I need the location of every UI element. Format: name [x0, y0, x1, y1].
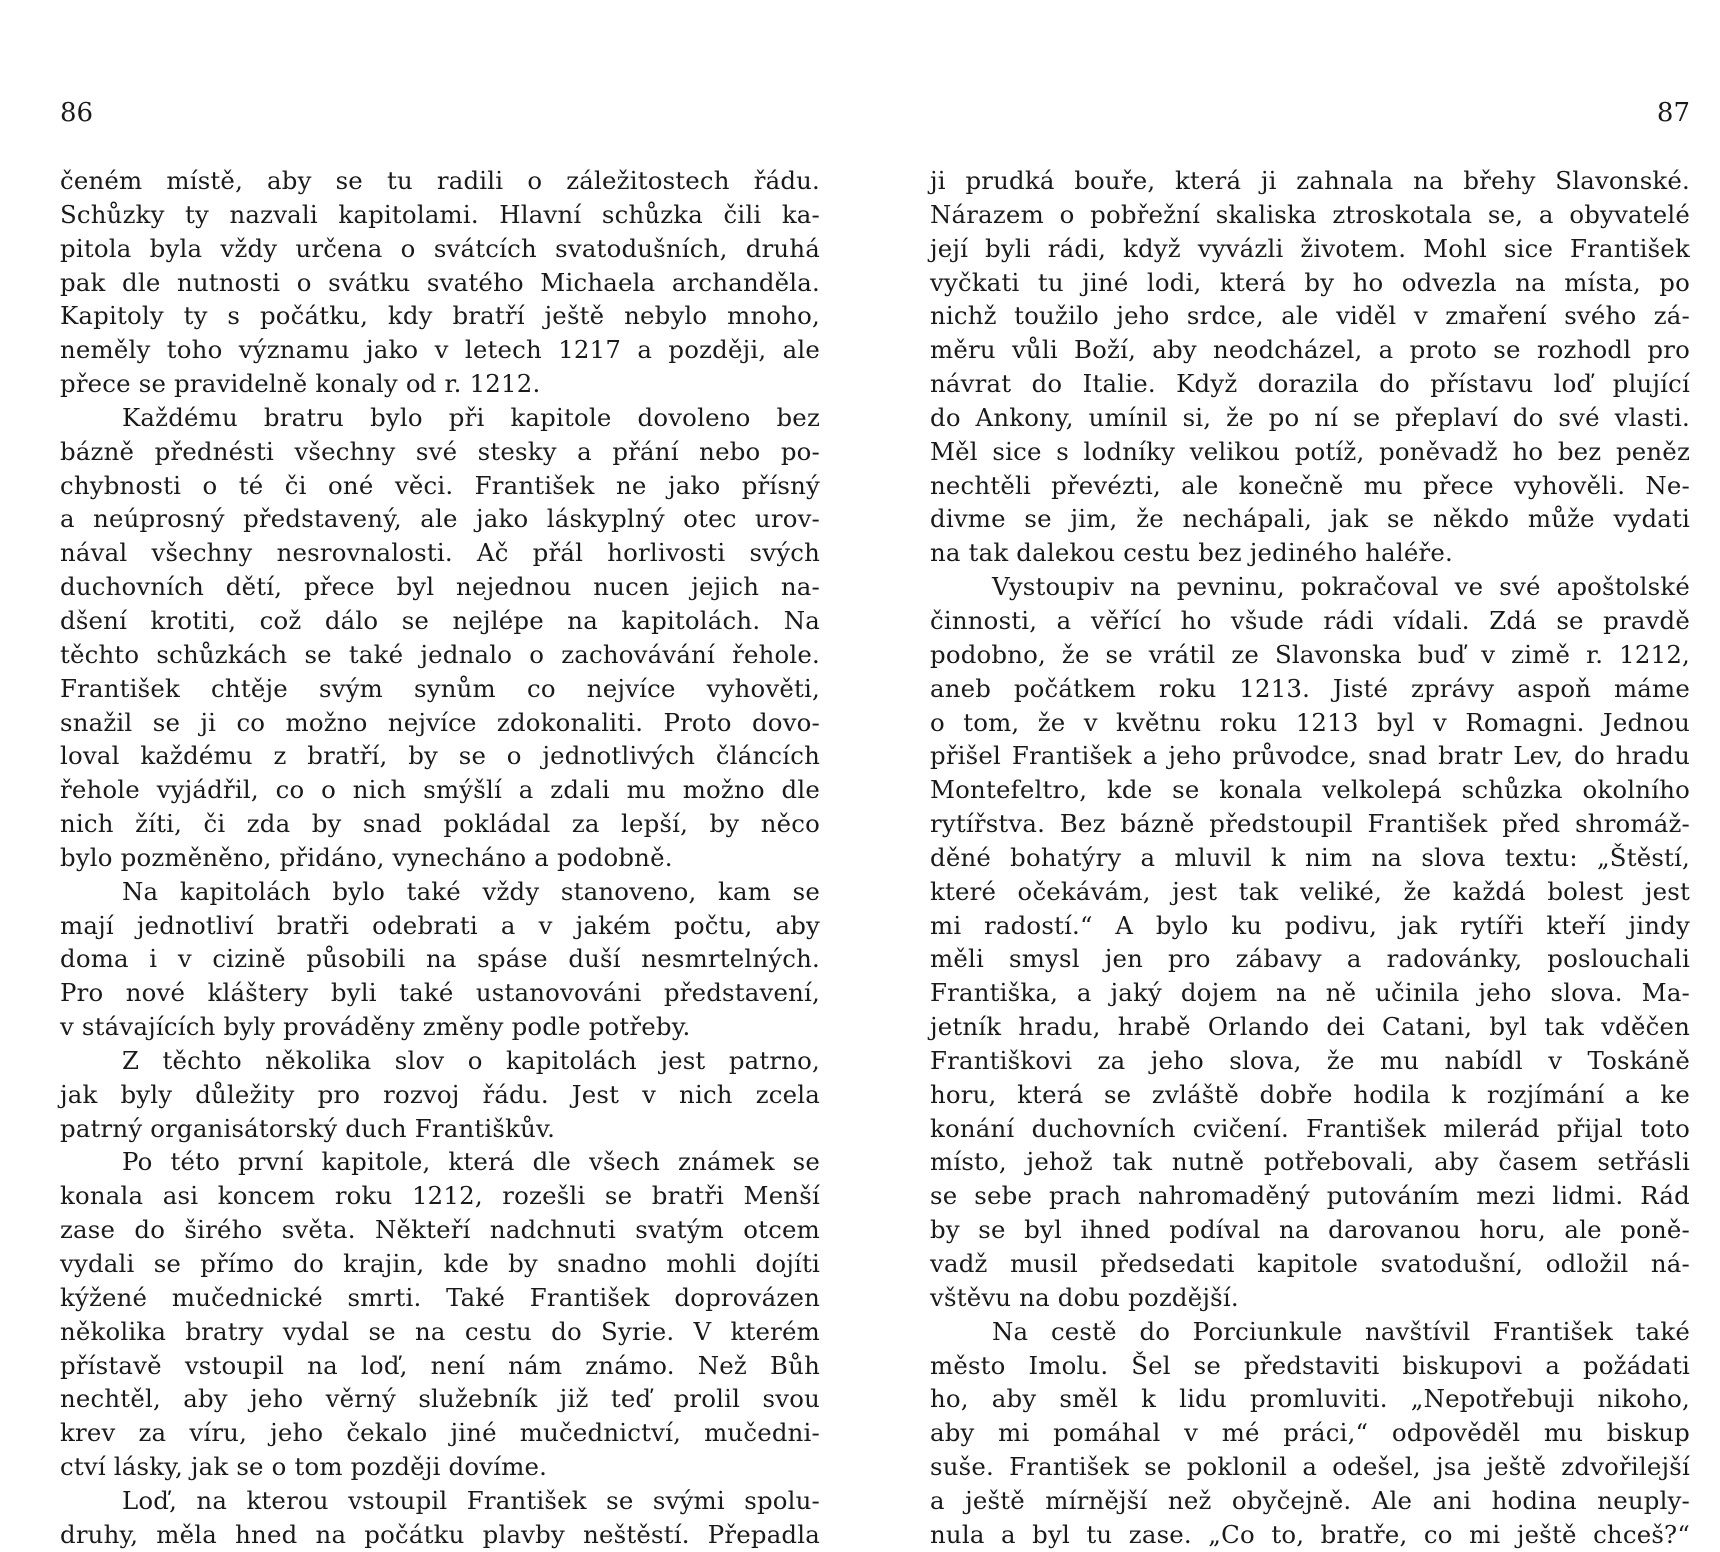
text-line: chybnosti o té či oné věci. František ne jako přísný	[60, 470, 820, 500]
page-number: 87	[1656, 98, 1690, 128]
text-line: pak dle nutnosti o svátku svatého Michaela archanděla.	[60, 267, 820, 297]
text-line: do Ankony, umínil si, že po ní se přeplaví do své vlasti.	[930, 402, 1690, 432]
text-line: neměly toho významu jako v letech 1217 a později, ale	[60, 335, 820, 365]
text-line: ji prudká bouře, která ji zahnala na břehy Slavonské.	[930, 166, 1690, 195]
text-line: konání duchovních cvičení. František milerád přijal toto	[930, 1113, 1690, 1143]
text-line: suše. František se poklonil a odešel, jsa ještě zdvořilejší	[930, 1452, 1690, 1482]
text-line: vštěvu na dobu pozdější.	[930, 1282, 1239, 1312]
text-line: divme se jim, že nechápali, jak se někdo může vydati	[930, 504, 1690, 534]
text-line: Loď, na kterou vstoupil František se svými spolu-	[122, 1485, 820, 1515]
text-line: by se byl ihned podíval na darovanou horu, ale poně-	[930, 1215, 1690, 1245]
text-line: Nárazem o pobřežní skaliska ztroskotala se, a obyvatelé	[930, 199, 1690, 229]
text-line: aby mi pomáhal v mé práci,“ odpověděl mu biskup	[930, 1418, 1690, 1448]
text-line: snažil se ji co možno nejvíce zdokonaliti. Proto dovo-	[60, 707, 820, 737]
text-line: a ještě mírnější než obyčejně. Ale ani hodina neuply-	[930, 1485, 1690, 1515]
page-text	[930, 164, 1690, 1552]
text-line: vydali se přímo do krajin, kde by snadno mohli dojíti	[60, 1249, 820, 1278]
text-line: město Imolu. Šel se představiti biskupovi a požádati	[930, 1350, 1690, 1380]
text-line: duchovních dětí, přece byl nejednou nucen jejich na-	[60, 572, 820, 602]
text-line: zase do širého světa. Někteří nadchnuti svatým otcem	[60, 1215, 820, 1245]
text-line: bylo pozměněno, přidáno, vynecháno a podobně.	[60, 842, 673, 872]
text-line: nula a byl tu zase. „Co to, bratře, co mi ještě chceš?“	[930, 1519, 1690, 1549]
text-line: Montefeltro, kde se konala velkolepá schůzka okolního	[930, 775, 1690, 805]
text-line: Františka, a jaký dojem na ně učinila jeho slova. Ma-	[930, 978, 1690, 1008]
text-line: činnosti, a věřící ho všude rádi vídali. Zdá se pravdě	[930, 605, 1690, 635]
text-line: podobno, že se vrátil ze Slavonska buď v zimě r. 1212,	[930, 639, 1690, 669]
text-line: aneb počátkem roku 1213. Jisté zprávy aspoň máme	[930, 673, 1690, 703]
text-line: doma i v cizině působili na spáse duší nesmrtelných.	[60, 944, 820, 974]
text-line: bázně přednésti všechny své stesky a přání nebo po-	[60, 436, 820, 466]
text-line: patrný organisátorský duch Františkův.	[60, 1113, 556, 1143]
text-line: Každému bratru bylo při kapitole dovoleno bez	[122, 402, 820, 432]
text-line: Na kapitolách bylo také vždy stanoveno, kam se	[122, 876, 820, 906]
text-line: přišel František a jeho průvodce, snad bratr Lev, do hradu	[930, 741, 1690, 771]
text-line: pitola byla vždy určena o svátcích svatodušních, druhá	[60, 233, 820, 263]
text-line: v stávajících byly prováděny změny podle potřeby.	[60, 1012, 691, 1042]
text-line: Schůzky ty nazvali kapitolami. Hlavní schůzka čili ka-	[60, 199, 820, 229]
text-line: jak byly důležity pro rozvoj řádu. Jest v nich zcela	[60, 1079, 820, 1109]
text-line: konala asi koncem roku 1212, rozešli se bratři Menší	[60, 1181, 820, 1211]
text-line: její byli rádi, když vyvázli životem. Mohl sice František	[930, 233, 1690, 263]
text-line: Vystoupiv na pevninu, pokračoval ve své apoštolské	[992, 572, 1690, 602]
text-line: loval každému z bratří, by se o jednotlivých článcích	[60, 741, 820, 771]
text-line: Pro nové kláštery byli také ustanovováni představení,	[60, 978, 820, 1008]
text-line: nichž toužilo jeho srdce, ale viděl v zmaření svého zá-	[930, 301, 1690, 331]
text-line: na tak dalekou cestu bez jediného haléře.	[930, 538, 1453, 568]
text-line: měli smysl jen pro zábavy a radovánky, poslouchali	[930, 944, 1690, 974]
text-line: Kapitoly ty s počátku, kdy bratří ještě nebylo mnoho,	[60, 301, 820, 331]
text-line: o tom, že v květnu roku 1213 byl v Romagni. Jednou	[930, 707, 1690, 737]
text-line: přístavě vstoupil na loď, není nám známo. Než Bůh	[60, 1350, 820, 1380]
text-line: rytířstva. Bez bázně předstoupil František před shromáž-	[930, 809, 1690, 839]
text-line: nával všechny nesrovnalosti. Ač přál horlivosti svých	[60, 538, 820, 568]
text-line: řehole vyjádřil, co o nich smýšlí a zdali mu možno dle	[60, 775, 820, 805]
text-line: mají jednotliví bratři odebrati a v jakém počtu, aby	[60, 910, 820, 940]
text-line: vyčkati tu jiné lodi, která by ho odvezla na místa, po	[930, 267, 1690, 297]
right-page	[930, 0, 1690, 1549]
text-line: horu, která se zvláště dobře hodila k rozjímání a ke	[930, 1079, 1690, 1109]
text-line: několika bratry vydal se na cestu do Syrie. V kterém	[60, 1316, 820, 1346]
text-line: děné bohatýry a mluvil k nim na slova textu: „Štěstí,	[930, 842, 1690, 872]
page-text	[60, 164, 820, 1552]
text-line: nich žíti, či zda by snad pokládal za lepší, by něco	[60, 809, 820, 839]
text-line: Měl sice s lodníky velikou potíž, poněvadž ho bez peněz	[930, 436, 1690, 466]
text-line: kýžené mučednické smrti. Také František doprovázen	[60, 1282, 820, 1312]
page-number: 86	[60, 98, 94, 128]
text-line: které očekávám, jest tak veliké, že každá bolest jest	[930, 876, 1690, 906]
text-line: Z těchto několika slov o kapitolách jest patrno,	[122, 1045, 820, 1075]
text-line: místo, jehož tak nutně potřebovali, aby časem setřásli	[930, 1147, 1690, 1177]
text-line: mi radostí.“ A bylo ku podivu, jak rytíři kteří jindy	[930, 910, 1690, 940]
text-line: ctví lásky, jak se o tom později dovíme.	[60, 1452, 548, 1482]
text-line: měru vůli Boží, aby neodcházel, a proto se rozhodl pro	[930, 335, 1690, 365]
text-line: se sebe prach nahromaděný putováním mezi lidmi. Rád	[930, 1181, 1690, 1211]
text-line: ho, aby směl k lidu promluviti. „Nepotřebuji nikoho,	[930, 1384, 1690, 1414]
text-line: Františkovi za jeho slova, že mu nabídl v Toskáně	[930, 1045, 1690, 1075]
text-line: František chtěje svým synům co nejvíce vyhověti,	[60, 673, 820, 703]
text-line: a neúprosný představený, ale jako láskyplný otec urov-	[60, 504, 820, 534]
text-line: jetník hradu, hrabě Orlando dei Catani, byl tak vděčen	[930, 1012, 1690, 1042]
text-line: nechtěli převézti, ale konečně mu přece vyhověli. Ne-	[930, 470, 1690, 500]
text-line: Po této první kapitole, která dle všech známek se	[122, 1147, 820, 1177]
text-line: těchto schůzkách se také jednalo o zachovávání řehole.	[60, 639, 820, 669]
text-line: Na cestě do Porciunkule navštívil František také	[992, 1316, 1690, 1346]
text-line: návrat do Italie. Když dorazila do přístavu loď plující	[930, 369, 1690, 399]
text-line: vadž musil předsedati kapitole svatodušní, odložil ná-	[930, 1249, 1690, 1278]
text-line: druhy, měla hned na počátku plavby neštěstí. Přepadla	[60, 1519, 820, 1549]
left-page	[60, 0, 820, 1549]
text-line: krev za víru, jeho čekalo jiné mučednictví, mučedni-	[60, 1418, 820, 1448]
text-line: dšení krotiti, což dálo se nejlépe na kapitolách. Na	[60, 605, 820, 635]
text-line: nechtěl, aby jeho věrný služebník již teď prolil svou	[60, 1384, 820, 1414]
text-line: čeném místě, aby se tu radili o záležitostech řádu.	[60, 166, 820, 195]
text-line: přece se pravidelně konaly od r. 1212.	[60, 369, 541, 399]
